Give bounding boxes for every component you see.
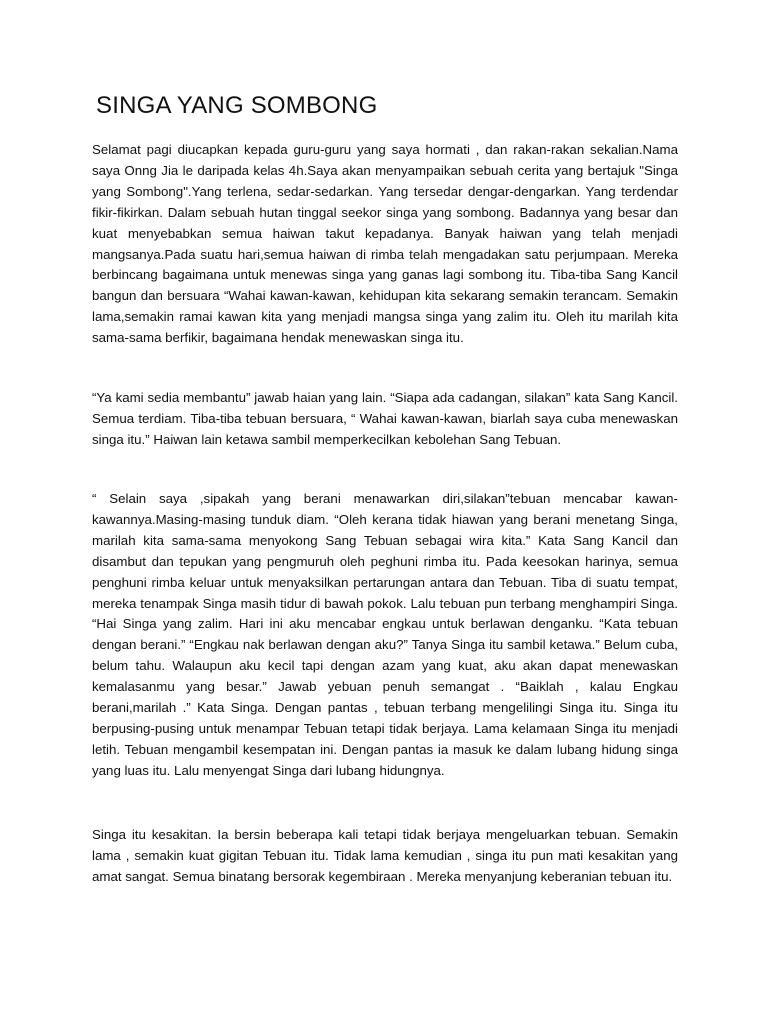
- paragraph-ending: Singa itu kesakitan. Ia bersin beberapa kali tetapi tidak berjaya mengeluarkan tebuan. Semakin lama , semakin kuat gigitan Tebuan itu. Tidak lama kemudian , singa itu pun mati kesakitan yang amat sangat. Semua binatang bersorak kegembiraan . Mereka menyanjung keberanian tebuan itu.: [92, 827, 678, 884]
- paragraph-offer: “Ya kami sedia membantu” jawab haian yang lain. “Siapa ada cadangan, silakan” kata Sang Kancil. Semua terdiam. Tiba-tiba tebuan bersuara, “ Wahai kawan-kawan, biarlah saya cuba menewaskan singa itu.” Haiwan lain ketawa sambil memperkecilkan kebolehan Sang Tebuan.: [92, 390, 678, 447]
- paragraph-intro: Selamat pagi diucapkan kepada guru-guru yang saya hormati , dan rakan-rakan sekalian.Nama saya Onng Jia le daripada kelas 4h.Saya akan menyampaikan sebuah cerita yang bertajuk "Singa yang Sombong".Yang terlena, sedar-sedarkan. Yang tersedar dengar-dengarkan. Yang terdendar fikir-fikirkan. Dalam sebuah hutan tinggal seekor singa yang sombong. Badannya yang besar dan kuat menyebabkan semua haiwan takut kepadanya. Banyak haiwan yang telah menjadi mangsanya.Pada suatu hari,semua haiwan di rimba telah mengadakan satu perjumpaan. Mereka berbincang bagaimana untuk menewas singa yang ganas lagi sombong itu. Tiba-tiba Sang Kancil bangun dan bersuara “Wahai kawan-kawan, kehidupan kita sekarang semakin terancam. Semakin lama,semakin ramai kawan kita yang menjadi mangsa singa yang zalim itu. Oleh itu marilah kita sama-sama berfikir, bagaimana hendak menewaskan singa itu.: [92, 142, 678, 346]
- paragraph-battle: “ Selain saya ,sipakah yang berani menawarkan diri,silakan”tebuan mencabar kawan-kawannya.Masing-masing tunduk diam. “Oleh kerana tidak hiawan yang berani menetang Singa, marilah kita sama-sama menyokong Sang Tebuan sebagai wira kita.” Kata Sang Kancil dan disambut dan tepukan yang pengmuruh oleh peghuni rimba itu. Pada keesokan harinya, semua penghuni rimba keluar untuk menyaksilkan pertarungan antara dan Tebuan. Tiba di suatu tempat, mereka tenampak Singa masih tidur di bawah pokok. Lalu tebuan pun terbang menghampiri Singa. “Hai Singa yang zalim. Hari ini aku mencabar engkau untuk berlawan denganku. “Kata tebuan dengan berani.” “Engkau nak berlawan dengan aku?” Tanya Singa itu sambil ketawa.” Belum cuba, belum tahu. Walaupun aku kecil tapi dengan azam yang kuat, aku akan dapat menewaskan kemalasanmu yang besar.” Jawab yebuan penuh semangat . “Baiklah , kalau Engkau berani,marilah .” Kata Singa. Dengan pantas , tebuan terbang mengelilingi Singa itu. Singa itu berpusing-pusing untuk menampar Tebuan tetapi tidak berjaya. Lama kelamaan Singa itu menjadi letih. Tebuan mengambil kesempatan ini. Dengan pantas ia masuk ke dalam lubang hidung singa yang luas itu. Lalu menyengat Singa dari lubang hidungnya.: [92, 491, 678, 778]
- document-title: SINGA YANG SOMBONG: [96, 92, 378, 119]
